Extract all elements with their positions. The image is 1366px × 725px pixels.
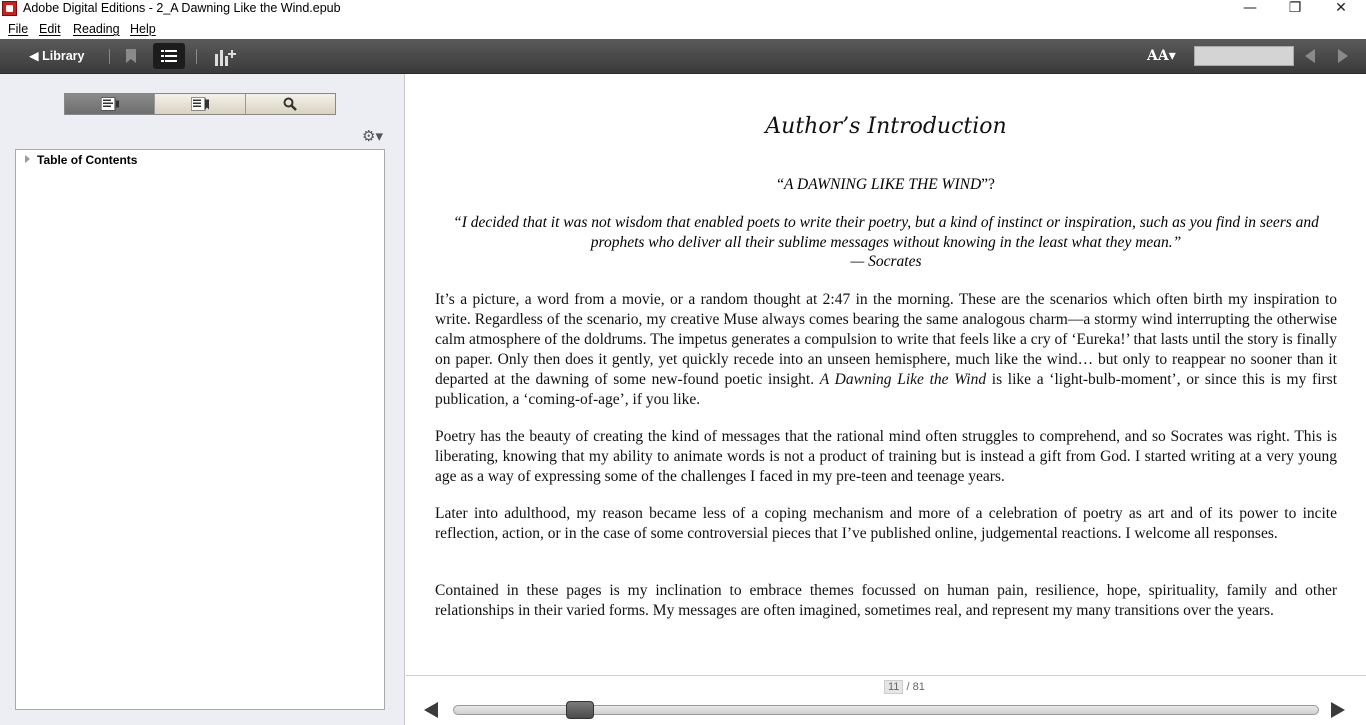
search-icon bbox=[283, 97, 297, 111]
search-tab[interactable] bbox=[246, 94, 335, 114]
chapter-title: Author’s Introduction bbox=[765, 114, 1007, 139]
slider-thumb[interactable] bbox=[566, 701, 594, 719]
prev-page-icon[interactable] bbox=[1305, 49, 1315, 63]
title-bar bbox=[0, 0, 1366, 18]
current-page[interactable]: 11 bbox=[884, 680, 903, 694]
total-pages: / 81 bbox=[906, 681, 925, 693]
gear-icon[interactable]: ⚙▾ bbox=[362, 128, 383, 145]
contents-tab[interactable] bbox=[65, 94, 155, 114]
menu-file[interactable]: File bbox=[8, 22, 29, 36]
epigraph-author: — Socrates bbox=[850, 253, 922, 270]
page-input[interactable] bbox=[1194, 46, 1294, 66]
bookmarks-tab[interactable] bbox=[155, 94, 245, 114]
window-title: Adobe Digital Editions - 2_A Dawning Like the Wind.epub bbox=[23, 1, 341, 15]
stats-add-icon[interactable] bbox=[214, 48, 236, 66]
library-button[interactable]: ◀ Library bbox=[29, 49, 85, 63]
paragraph: Later into adulthood, my reason became less of a coping mechanism and more of a celebration of poetry as art and of its power to incite reflection, action, or in the case of some controversial pieces that I’ve published online, judgemental reactions. I welcome all responses. bbox=[435, 505, 1337, 542]
sidebar bbox=[0, 74, 405, 725]
menu-help[interactable]: Help bbox=[130, 22, 156, 36]
paragraph-text: is like a ‘light-bulb-moment’, or since this is my first publication, a ‘coming-of-age’, if you like. bbox=[435, 371, 1337, 408]
toc-panel bbox=[15, 149, 385, 710]
close-button[interactable]: ✕ bbox=[1335, 0, 1347, 16]
prev-arrow-icon[interactable] bbox=[424, 702, 438, 718]
reading-pane bbox=[406, 74, 1366, 675]
subtitle-text: A DAWNING LIKE THE WIND bbox=[783, 176, 982, 193]
font-size-button[interactable]: AA▾ bbox=[1147, 48, 1176, 64]
expand-icon[interactable] bbox=[25, 155, 30, 163]
list-icon bbox=[161, 50, 177, 62]
paragraph-text: It’s a picture, a word from a movie, or a random thought at 2:47 in the morning. These are the scenarios which often birth my inspiration to write. Regardless of the scenario, my creative Muse always comes bearing the same analogous charm—a stormy wind interrupting the otherwise calm atmosphere of the doldrums. The impetus generates a compulsion to write that feels like a cry of ‘Eureka!’ that lasts until the story is finally on paper. Only then does it gently, yet quickly recede into an unseen hemisphere, much like the wind… but only to reappear no sooner than it departed at the dawning of some new-found poetic insight. bbox=[435, 291, 1337, 388]
epigraph-quote: “I decided that it was not wisdom that enabled poets to write their poetry, but a kind of instinct or inspiration, such as you find in seers and prophets who deliver all their sublime messages without knowing in the least what they mean.” bbox=[453, 214, 1319, 251]
paragraph bbox=[435, 290, 1337, 410]
bookmarks-icon bbox=[191, 98, 209, 111]
toolbar-divider bbox=[109, 49, 110, 64]
toolbar-divider bbox=[196, 49, 197, 64]
book-title-italic: A Dawning Like the Wind bbox=[819, 371, 987, 388]
toolbar bbox=[0, 39, 1366, 74]
page-indicator bbox=[884, 680, 925, 694]
app-icon bbox=[2, 1, 17, 16]
toc-toggle-button[interactable] bbox=[153, 43, 185, 69]
next-arrow-icon[interactable] bbox=[1331, 702, 1345, 718]
sidebar-tab-group bbox=[64, 93, 336, 115]
subtitle-open: “ bbox=[777, 176, 784, 193]
bookmark-icon[interactable] bbox=[126, 49, 136, 63]
menu-edit[interactable]: Edit bbox=[39, 22, 61, 36]
maximize-button[interactable]: ❐ bbox=[1288, 0, 1302, 16]
subtitle bbox=[406, 176, 1366, 194]
next-page-icon[interactable] bbox=[1338, 49, 1348, 63]
subtitle-close: ”? bbox=[981, 176, 995, 193]
page-navigation bbox=[406, 675, 1366, 725]
paragraph: Poetry has the beauty of creating the kind of messages that the rational mind often struggles to comprehend, and so Socrates was right. This is liberating, knowing that my ability to animate words is not a product of training but is instead a gift from God. I started writing at a very young age as a way of expressing some of the challenges I faced in my pre-teen and teenage years. bbox=[435, 428, 1337, 485]
toc-item[interactable]: Table of Contents bbox=[37, 153, 138, 167]
menu-reading[interactable]: Reading bbox=[73, 22, 120, 36]
menu-bar bbox=[0, 18, 1366, 39]
minimize-button[interactable]: — bbox=[1243, 0, 1257, 16]
toc-icon bbox=[101, 98, 119, 111]
paragraph: Contained in these pages is my inclination to embrace themes focussed on human pain, resilience, hope, spirituality, family and other relationships in their varied forms. My messages are often imagined, sometimes real, and represent my many transitions over the years. bbox=[435, 582, 1337, 619]
